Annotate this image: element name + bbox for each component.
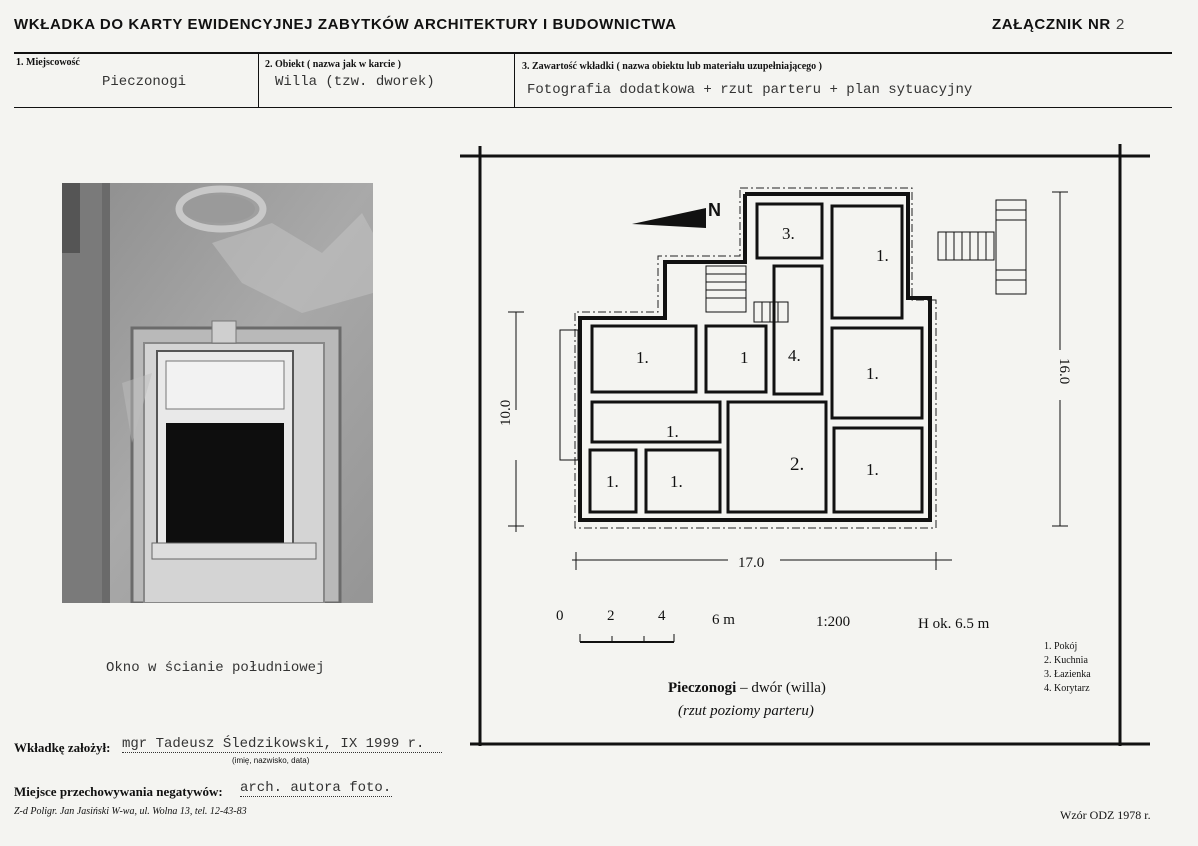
dimension-height-right: 16.0 xyxy=(1056,358,1072,385)
north-label: N xyxy=(708,200,721,220)
plan-legend xyxy=(1044,640,1091,696)
dimension-height-left: 10.0 xyxy=(498,399,514,426)
building-height: H ok. 6.5 m xyxy=(918,616,990,632)
room-label: 1. xyxy=(606,472,619,491)
legend-item: 2. Kuchnia xyxy=(1044,655,1088,666)
annex-label xyxy=(992,16,1125,34)
table-divider xyxy=(258,53,259,107)
field-label-locality: 1. Miejscowość xyxy=(16,57,80,68)
room-label: 1. xyxy=(876,246,889,265)
photo-caption: Okno w ścianie południowej xyxy=(106,660,325,676)
plan-title xyxy=(668,680,826,697)
scale-ratio: 1:200 xyxy=(816,614,851,630)
photo xyxy=(62,183,373,603)
room-label: 1. xyxy=(636,348,649,367)
dimension-width: 17.0 xyxy=(738,555,765,571)
founder-label: Wkładkę założył: xyxy=(14,740,111,755)
room-label: 4. xyxy=(788,346,801,365)
room-label: 2. xyxy=(790,454,805,475)
form-number: Wzór ODZ 1978 r. xyxy=(1060,808,1151,822)
printer-info: Z-d Poligr. Jan Jasiński W-wa, ul. Wolna 13, tel. 12-43-83 xyxy=(14,806,247,817)
floor-plan xyxy=(460,140,1160,752)
field-label-object: 2. Obiekt ( nazwa jak w karcie ) xyxy=(265,59,401,70)
founder-hint: (imię, nazwisko, data) xyxy=(232,756,310,765)
plan-subtitle: (rzut poziomy parteru) xyxy=(678,703,814,719)
room-label: 1. xyxy=(866,460,879,479)
legend-item: 4. Korytarz xyxy=(1044,683,1090,694)
legend-item: 3. Łazienka xyxy=(1044,669,1091,680)
scale-tick: 4 xyxy=(658,608,666,624)
room-label: 1 xyxy=(740,348,749,367)
founder-value: mgr Tadeusz Śledzikowski, IX 1999 r. xyxy=(122,736,442,753)
legend-item: 1. Pokój xyxy=(1044,641,1078,652)
table-bottom-rule xyxy=(14,107,1172,108)
field-label-content: 3. Zawartość wkładki ( nazwa obiektu lub materiału uzupełniającego ) xyxy=(522,61,823,72)
annex-label-text: ZAŁĄCZNIK NR xyxy=(992,16,1111,33)
room-label: 3. xyxy=(782,224,795,243)
north-arrow-icon xyxy=(632,208,706,228)
annex-number: 2 xyxy=(1115,17,1126,34)
room-label: 1. xyxy=(670,472,683,491)
table-top-rule xyxy=(14,52,1172,54)
negatives-label: Miejsce przechowywania negatywów: xyxy=(14,784,223,799)
table-divider xyxy=(514,53,515,107)
negatives-value: arch. autora foto. xyxy=(240,780,392,796)
window-photo-image xyxy=(62,183,373,603)
field-value-content: Fotografia dodatkowa + rzut parteru + plan sytuacyjny xyxy=(527,82,973,98)
plan-title-place: Pieczonogi xyxy=(668,680,737,696)
field-value-locality: Pieczonogi xyxy=(102,74,187,90)
plan-title-rest: – dwór (willa) xyxy=(736,680,826,696)
form-title: WKŁADKA DO KARTY EWIDENCYJNEJ ZABYTKÓW ARCHITEKTURY I BUDOWNICTWA xyxy=(14,16,677,33)
field-value-object: Willa (tzw. dworek) xyxy=(275,74,435,90)
room-label: 1. xyxy=(666,422,679,441)
room-label: 1. xyxy=(866,364,879,383)
scale-tick: 6 m xyxy=(712,612,735,628)
scale-tick: 2 xyxy=(607,608,615,624)
scale-tick: 0 xyxy=(556,608,564,624)
